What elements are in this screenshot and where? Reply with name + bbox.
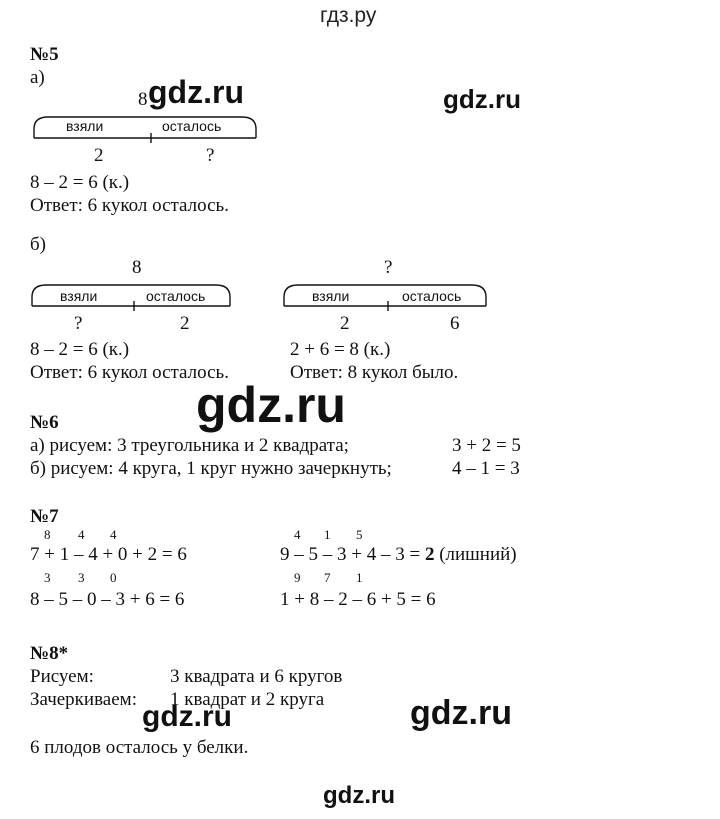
diagram-5b-left-val2: 2 [180, 313, 190, 334]
site-header: гдз.ру [320, 4, 377, 27]
task7-e2-sup-3: 5 [356, 527, 363, 542]
watermark: gdz.ru [148, 74, 244, 110]
task5b-right-equation: 2 + 6 = 8 (к.) [290, 339, 391, 360]
diagram-5a-part1: взяли [66, 118, 104, 134]
watermark: gdz.ru [196, 377, 346, 433]
task5-title: №5 [30, 44, 59, 65]
task6b-text: б) рисуем: 4 круга, 1 круг нужно зачеркнуть; [30, 458, 392, 479]
task7-e4-sup-3: 1 [356, 570, 363, 585]
task8-line2-label: Зачеркиваем: [30, 689, 137, 710]
diagram-5b-right-val2: 6 [450, 313, 460, 334]
task8-line1-value: 3 квадрата и 6 кругов [170, 666, 343, 687]
task7-e3-sup-2: 3 [78, 570, 85, 585]
diagram-5b-right-val1: 2 [340, 313, 350, 334]
task8-line1-label: Рисуем: [30, 666, 94, 687]
task7-e1-sup-3: 4 [110, 527, 117, 542]
task7-expression-4: 1 + 8 – 2 – 6 + 5 = 6 [280, 589, 436, 610]
task5b-right-total: ? [384, 257, 393, 278]
task5b-right-answer: Ответ: 8 кукол было. [290, 362, 459, 383]
task7-expression-2 [280, 544, 517, 566]
task7-e1-sup-1: 8 [44, 527, 51, 542]
watermark: gdz.ru [142, 700, 232, 733]
diagram-5a-val1: 2 [94, 145, 104, 166]
watermark: gdz.ru [410, 694, 512, 732]
task8-title: №8* [30, 643, 69, 664]
task7-e1-sup-2: 4 [78, 527, 85, 542]
task7-e3-sup-3: 0 [110, 570, 117, 585]
task6a-equation: 3 + 2 = 5 [452, 435, 521, 456]
diagram-5b-left-val1: ? [74, 313, 83, 334]
task7-e2-sup-2: 1 [324, 527, 331, 542]
diagram-5a-part2: осталось [162, 118, 222, 134]
diagram-5b-left-part2: осталось [146, 288, 206, 304]
task7-expression-1: 7 + 1 – 4 + 0 + 2 = 6 [30, 544, 187, 565]
task7-e2-note: (лишний) [439, 544, 517, 565]
task8-result: 6 плодов осталось у белки. [30, 737, 249, 758]
diagram-5b-right-part2: осталось [402, 288, 462, 304]
task6-title: №6 [30, 412, 59, 433]
task7-e3-sup-1: 3 [44, 570, 51, 585]
task7-e4-sup-2: 7 [324, 570, 331, 585]
task5b-label: б) [30, 234, 46, 255]
watermark: gdz.ru [443, 84, 521, 114]
task7-e2-sup-1: 4 [294, 527, 301, 542]
task5a-label: а) [30, 67, 45, 88]
task5a-equation: 8 – 2 = 6 (к.) [30, 172, 130, 193]
task6b-equation: 4 – 1 = 3 [452, 458, 520, 479]
task5b-left-total: 8 [132, 257, 142, 278]
task7-e2-main: 9 – 5 – 3 + 4 – 3 = [280, 544, 421, 565]
task7-e2-result: 2 [424, 544, 435, 565]
task5a-total: 8 [138, 89, 148, 110]
task6a-text: а) рисуем: 3 треугольника и 2 квадрата; [30, 435, 349, 456]
diagram-5b-right-part1: взяли [312, 288, 350, 304]
diagram-5a-val2: ? [206, 145, 215, 166]
task5a-answer: Ответ: 6 кукол осталось. [30, 195, 229, 216]
task7-expression-3: 8 – 5 – 0 – 3 + 6 = 6 [30, 589, 185, 610]
task5b-left-answer: Ответ: 6 кукол осталось. [30, 362, 229, 383]
watermark: gdz.ru [323, 782, 395, 809]
diagram-5b-left-part1: взяли [60, 288, 98, 304]
task8-line2-value: 1 квадрат и 2 круга [170, 689, 325, 710]
task5b-left-equation: 8 – 2 = 6 (к.) [30, 339, 130, 360]
task7-e4-sup-1: 9 [294, 570, 301, 585]
task7-title: №7 [30, 506, 59, 527]
